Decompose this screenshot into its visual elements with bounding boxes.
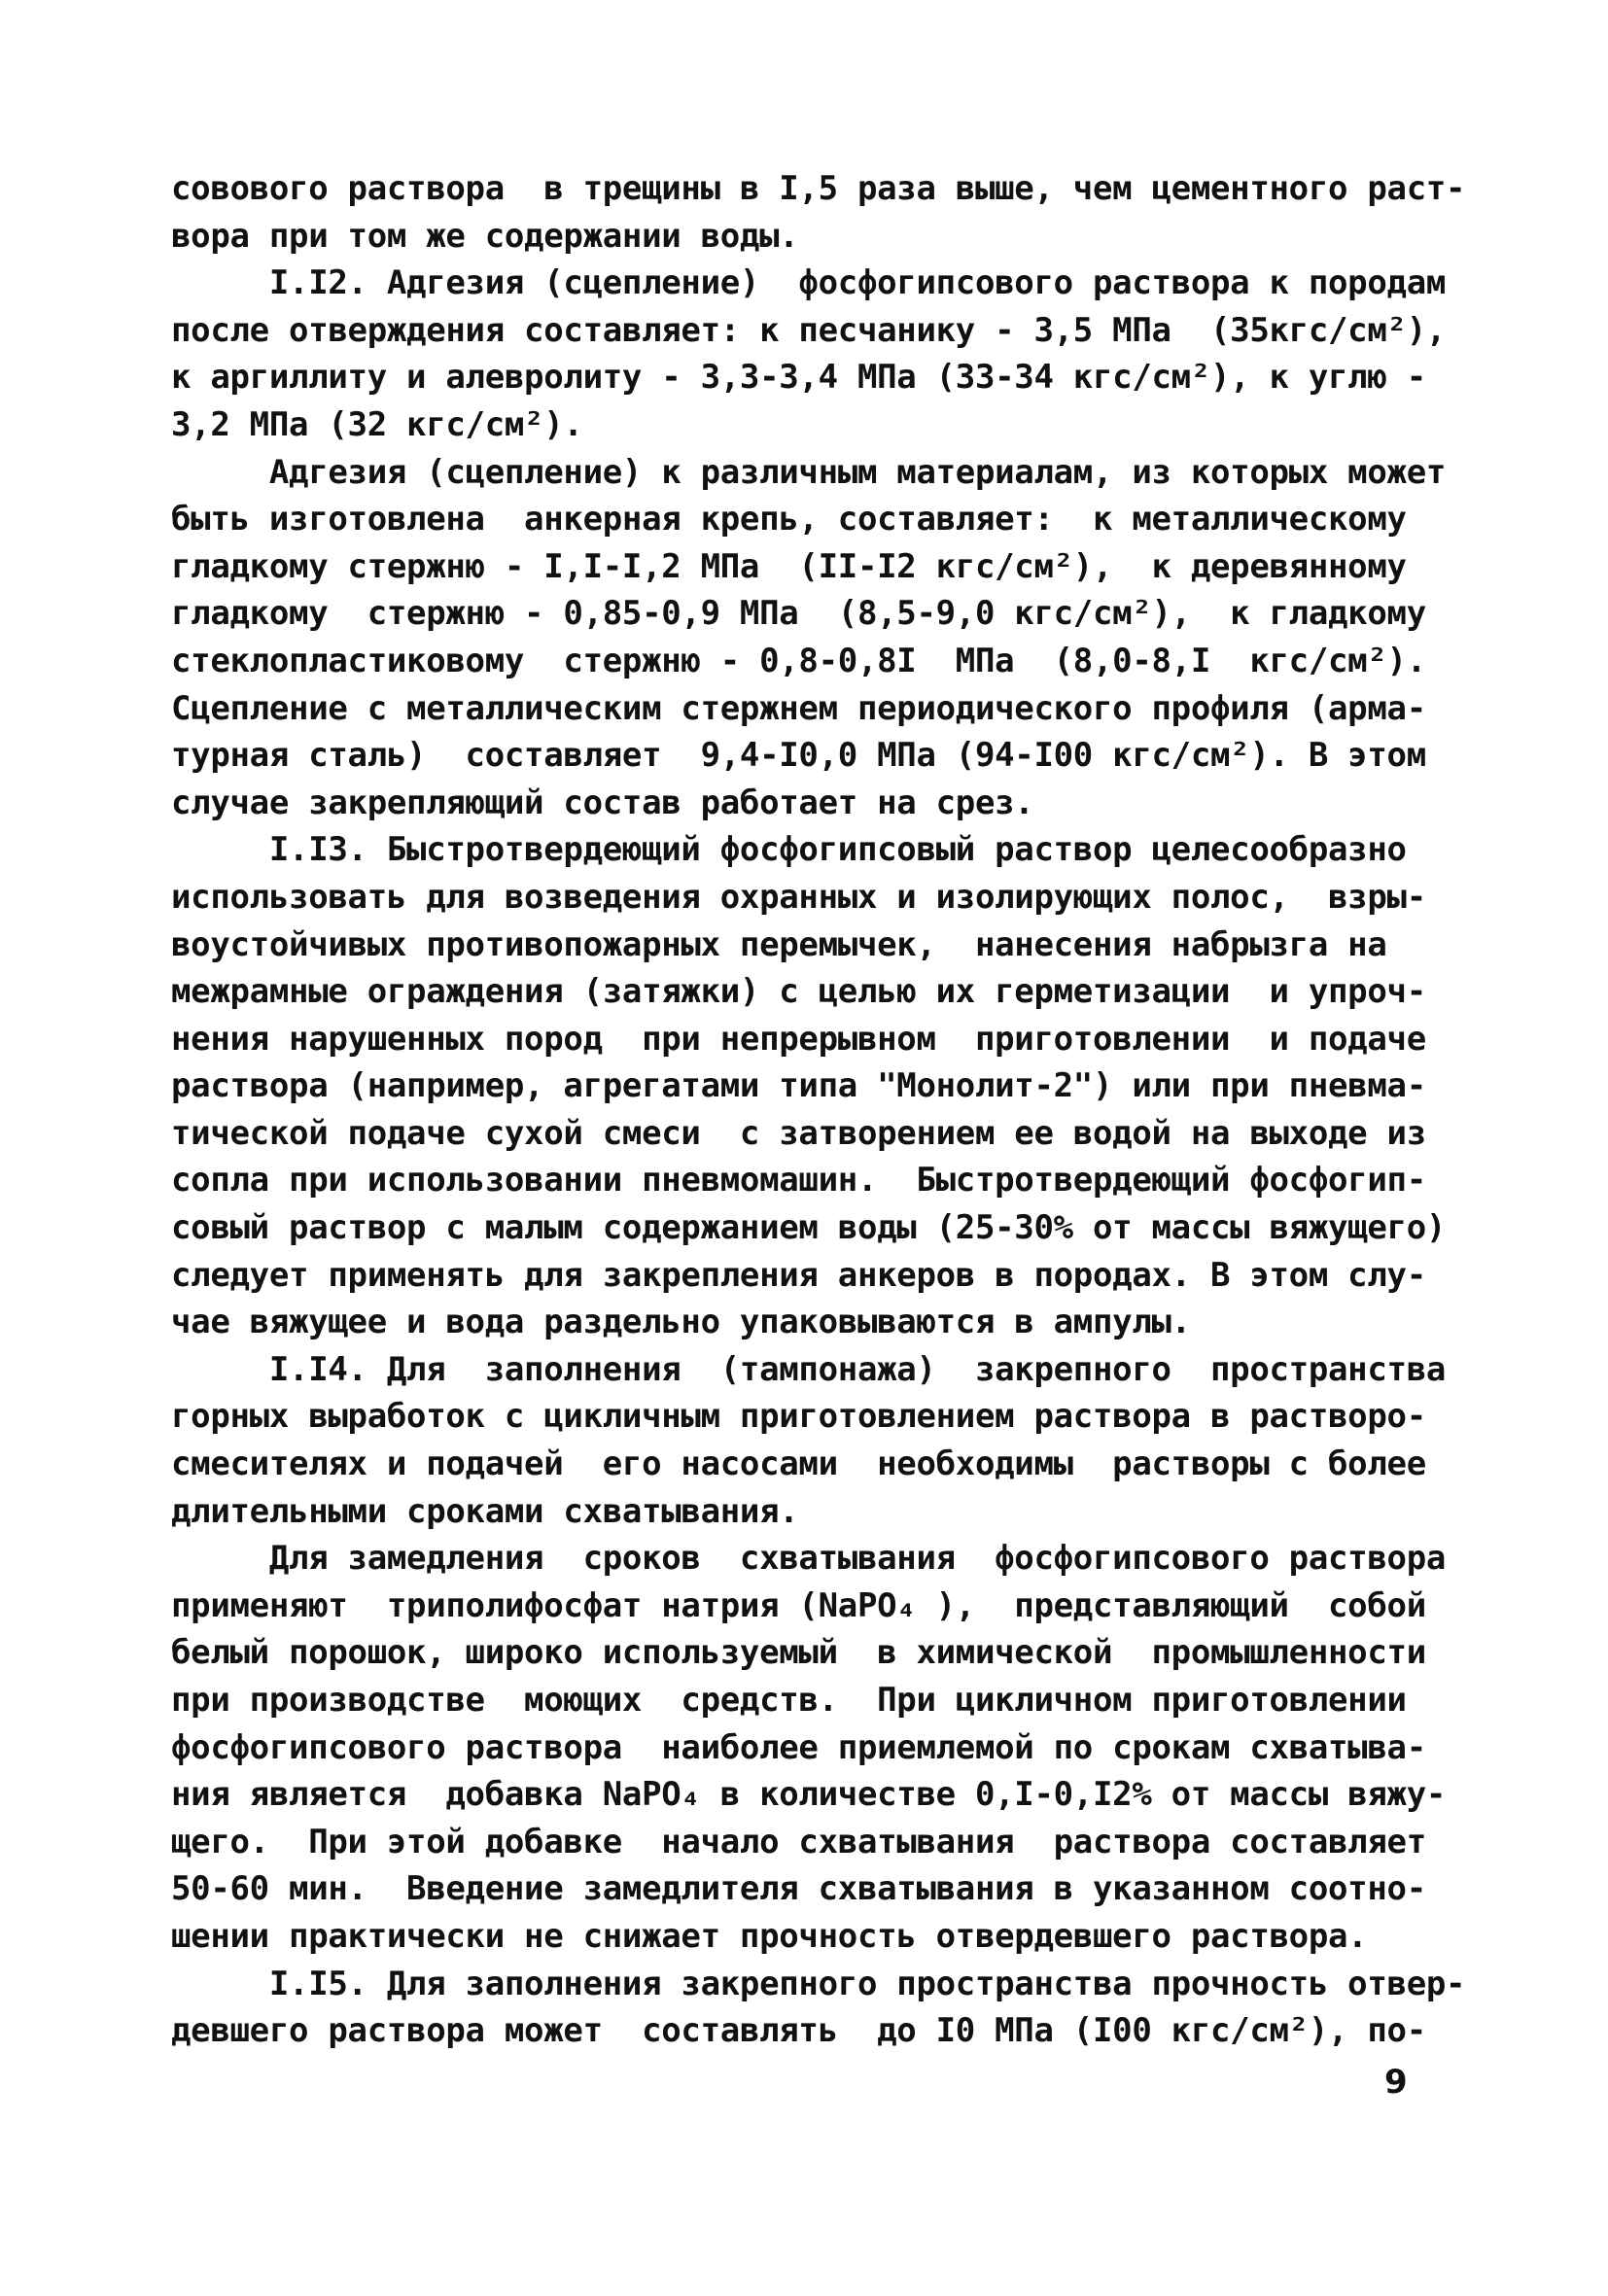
text-line: при производстве моющих средств. При цикличном приготовлении [171, 1681, 1407, 1720]
text-line: использовать для возведения охранных и изолирующих полос, взры- [171, 877, 1426, 917]
text-line: I.I5. Для заполнения закрепного пространства прочность отвер- [171, 1964, 1466, 2003]
text-line: ния является добавка NaPO₄ в количестве 0,I-0,I2% от массы вяжу- [171, 1775, 1447, 1815]
text-line: стеклопластиковому стержню - 0,8-0,8I МПа (8,0-8,I кгс/см²). [171, 641, 1426, 680]
text-line: белый порошок, широко используемый в химической промышленности [171, 1633, 1426, 1673]
text-line: раствора (например, агрегатами типа "Монолит-2") или при пневма- [171, 1066, 1426, 1106]
text-line: чае вяжущее и вода раздельно упаковываются в ампулы. [171, 1303, 1191, 1342]
text-line: горных выработок с цикличным приготовлением раствора в растворо- [171, 1397, 1426, 1437]
text-line: межрамные ограждения (затяжки) с целью их герметизации и упроч- [171, 972, 1426, 1012]
text-line: щего. При этой добавке начало схватывания раствора составляет [171, 1822, 1426, 1861]
text-line: девшего раствора может составлять до I0 МПа (I00 кгс/см²), по- [171, 2011, 1426, 2051]
text-line: совый раствор с малым содержанием воды (25-30% от массы вяжущего) [171, 1208, 1447, 1248]
text-line: смесителях и подачей его насосами необходимы растворы с более [171, 1444, 1426, 1484]
text-line: нения нарушенных пород при непрерывном приготовлении и подаче [171, 1019, 1426, 1059]
text-line: 3,2 МПа (32 кгс/см²). [171, 404, 583, 444]
text-line: тической подаче сухой смеси с затворением ее водой на выходе из [171, 1113, 1426, 1153]
text-line: гладкому стержню - 0,85-0,9 МПа (8,5-9,0 кгс/см²), к гладкому [171, 594, 1426, 634]
text-line: шении практически не снижает прочность отвердевшего раствора. [171, 1916, 1368, 1956]
text-line: следует применять для закрепления анкеров в породах. В этом слу- [171, 1255, 1426, 1295]
text-line: I.I4. Для заполнения (тампонажа) закрепного пространства [171, 1349, 1447, 1389]
text-line: фосфогипсового раствора наиболее приемлемой по срокам схватыва- [171, 1727, 1426, 1767]
text-line: совового раствора в трещины в I,5 раза выше, чем цементного раст- [171, 169, 1466, 208]
text-line: Адгезия (сцепление) к различным материалам, из которых может [171, 452, 1447, 492]
text-line: Для замедления сроков схватывания фосфогипсового раствора [171, 1539, 1447, 1579]
text-line: длительными сроками схватывания. [171, 1491, 799, 1531]
text-line: турная сталь) составляет 9,4-I0,0 МПа (94-I00 кгс/см²). В этом [171, 736, 1426, 776]
text-line: быть изготовлена анкерная крепь, составляет: к металлическому [171, 500, 1407, 539]
body-text [171, 165, 1466, 2055]
text-line: воустойчивых противопожарных перемычек, нанесения набрызга на [171, 924, 1387, 964]
text-line: случае закрепляющий состав работает на срез. [171, 783, 1034, 822]
text-line: I.I2. Адгезия (сцепление) фосфогипсового раствора к породам [171, 263, 1447, 303]
text-line: вора при том же содержании воды. [171, 216, 799, 256]
text-line: применяют триполифосфат натрия (NaPO₄ ), представляющий собой [171, 1585, 1426, 1625]
text-line: к аргиллиту и алевролиту - 3,3-3,4 МПа (33-34 кгс/см²), к углю - [171, 358, 1426, 398]
text-line: после отверждения составляет: к песчанику - 3,5 МПа (35кгс/см²), [171, 310, 1447, 350]
page-number: 9 [1384, 2063, 1408, 2102]
text-line: гладкому стержню - I,I-I,2 МПа (II-I2 кгс/см²), к деревянному [171, 546, 1407, 586]
text-line: Сцепление с металлическим стержнем периодического профиля (арма- [171, 688, 1426, 728]
text-line: сопла при использовании пневмомашин. Быстротвердеющий фосфогип- [171, 1161, 1426, 1200]
text-line: I.I3. Быстротвердеющий фосфогипсовый раствор целесообразно [171, 830, 1407, 870]
text-line: 50-60 мин. Введение замедлителя схватывания в указанном соотно- [171, 1869, 1426, 1909]
